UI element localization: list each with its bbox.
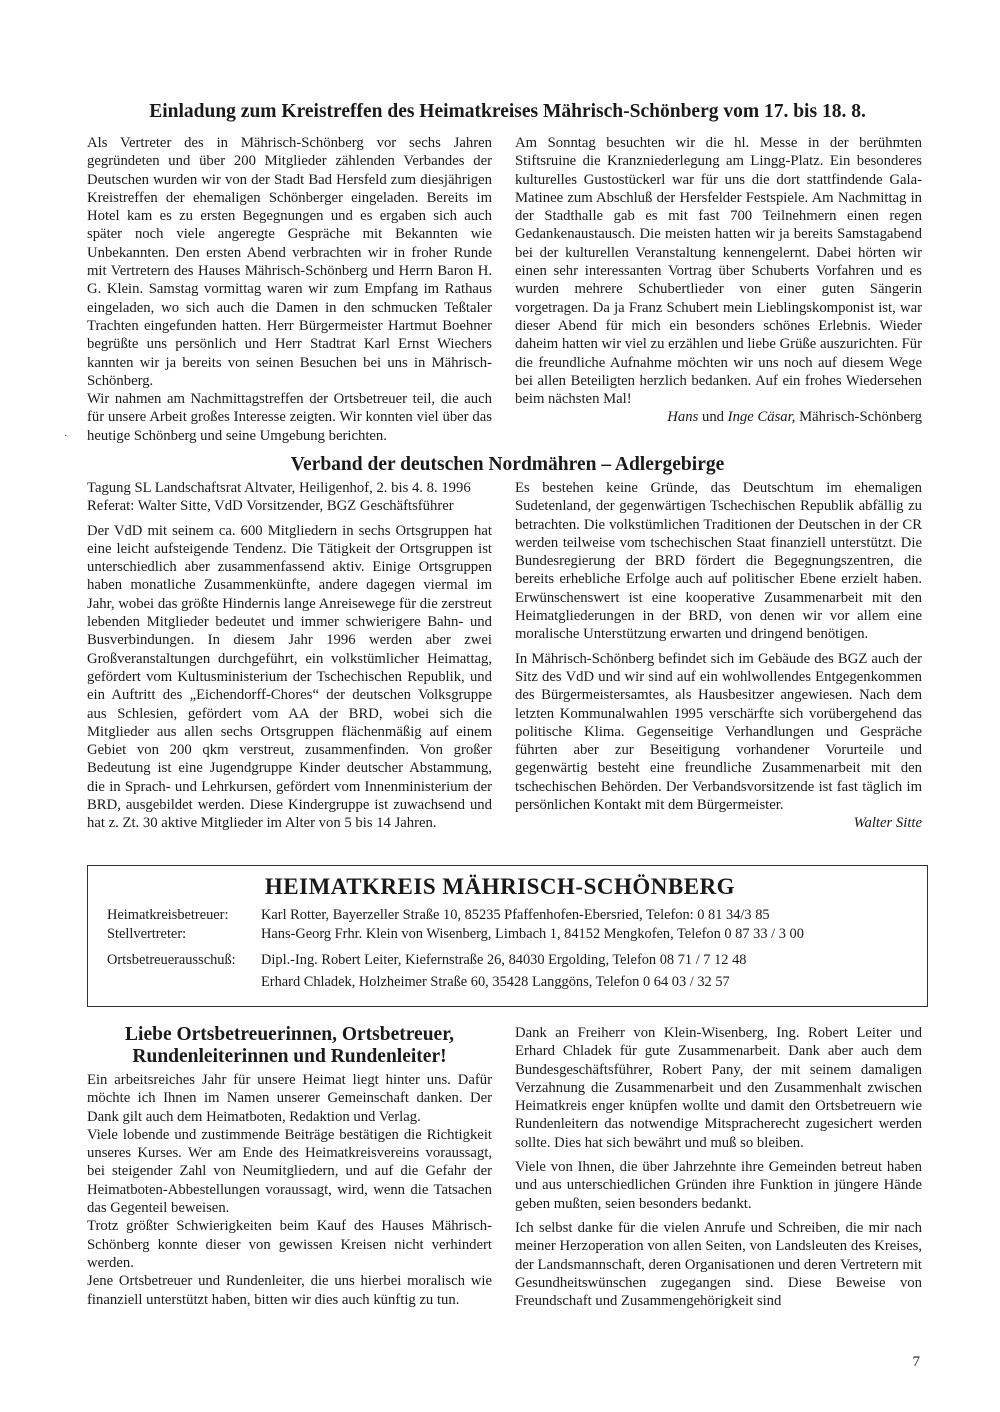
infobox-value: Dipl.-Ing. Robert Leiter, Kiefernstraße 26, 84030 Ergolding, Telefon 08 71 / 7 12 48 [261, 952, 747, 968]
article2-signature [515, 814, 922, 832]
article3-left-paragraph: Jene Ortsbetreuer und Rundenleiter, die uns hierbei moralisch wie finanziell unterstützt haben, bitten wir dies auch künftig zu tun. [87, 1273, 492, 1308]
signature-name1: Hans [667, 409, 699, 426]
article2-signature-name: Walter Sitte [853, 815, 922, 832]
article1-signature [515, 408, 922, 426]
infobox-value: Karl Rotter, Bayerzeller Straße 10, 85235 Pfaffenhofen-Ebersried, Telefon: 0 81 34/3 85 [261, 907, 770, 923]
article2-right-paragraph: In Mährisch-Schönberg befindet sich im Gebäude des BGZ auch der Sitz des VdD und wir sind auf ein wohlwollendes Entgegenkommen des Bürgermeistersamtes, als Hausbesitzer angewiesen. Nach dem letzten Kommunalwahlen 1995 verschärfte sich vorübergehend das politische Klima. Gegenseitige Verhandlungen und Gespräche führten aber zur Beseitigung vorhandener Vorurteile und gegenwärtig besteht eine freundliche Zusammenarbeit mit den tschechischen Behörden. Der Verbandsvorsitzende ist fast täglich im persönlichen Kontakt mit dem Bürgermeister. [515, 650, 922, 814]
article2-left-paragraph: Der VdD mit seinem ca. 600 Mitgliedern in sechs Ortsgruppen hat eine leicht aufsteigende Tendenz. Die Tätigkeit der Ortsgruppen ist unterschiedlich aber zusammenfassend aktiv. Einige Ortsgruppen haben monatliche Zusammenkünfte, andere dagegen viermal im Jahr, wobei das größte Hindernis lange Anreisewege für die zerstreut lebenden Mitglieder bedeutet und immer schwierigere Bahn- und Busverbindungen. In diesem Jahr 1996 werden aber zwei Großveranstaltungen durchgeführt, ein volkstümlicher Heimattag, gefördert vom Kultusministerium der Tschechischen Republik, und ein Auftritt des „Eichendorff-Chores“ der deutschen Volksgruppe aus Schlesien, gefördert vom AA der BRD, wobei sich die Mitglieder aus allen sechs Ortsgruppen flächenmäßig auf einem Gebiet von 200 qkm verstreut, zusammenfinden. Von großer Bedeutung ist eine Jugendgruppe Kinder deutscher Abstammung, die in Sprach- und Lehrkursen, gefördert vom Innenministerium der BRD, ausgebildet werden. Diese Kindergruppe ist zuwachsend und hat z. Zt. 30 aktive Mitglieder im Alter von 5 bis 14 Jahren. [87, 522, 492, 832]
signature-conj: und [698, 409, 728, 426]
article1-left-column [87, 134, 492, 445]
article1-title: Einladung zum Kreistreffen des Heimatkreises Mährisch-Schönberg vom 17. bis 18. 8. [149, 101, 866, 122]
infobox-value: Erhard Chladek, Holzheimer Straße 60, 35428 Langgöns, Telefon 0 64 03 / 32 57 [261, 974, 730, 990]
infobox-label: Ortsbetreuerausschuß: [107, 952, 236, 968]
page-number: 7 [912, 1354, 920, 1370]
article3-right-column [515, 1024, 922, 1310]
infobox-label: Stellvertreter: [107, 926, 187, 942]
article1-right-column [515, 134, 922, 427]
article2-right-paragraph: Es bestehen keine Gründe, das Deutschtum im ehemaligen Sudetenland, der gegenwärtigen Tschechischen Republik abfällig zu betrachten. Die volkstümlichen Traditionen der Deutschen in der CR werden teilweise vom tschechischen Staat finanziell unterstützt. Die Bundesregierung der BRD fördert die Begegnungszentren, die bereits erhebliche Erfolge auch auf politischer Ebene erzielt haben. Erwünschenswert ist eine kooperative Zusammenarbeit mit den Heimatgliederungen in der BRD, von denen wir vor allem eine moralische Unterstützung erwarten und dringend benötigen. [515, 480, 922, 643]
infobox-label: Heimatkreisbetreuer: [107, 907, 229, 923]
article3-left-column [87, 1071, 492, 1309]
article2-title: Verband der deutschen Nordmähren – Adlergebirge [290, 454, 725, 475]
article2-meta1: Tagung SL Landschaftsrat Altvater, Heiligenhof, 2. bis 4. 8. 1996 [87, 480, 471, 496]
article2-left-column [87, 479, 492, 833]
signature-place: Mährisch-Schönberg [795, 409, 922, 426]
article2-right-column [515, 479, 922, 833]
article2-meta2: Referat: Walter Sitte, VdD Vorsitzender, BGZ Geschäftsführer [87, 498, 454, 515]
article3-right-paragraph: Viele von Ihnen, die über Jahrzehnte ihre Gemeinden betreut haben und aus unterschiedlichen Gründen ihre Funktion in jüngere Hände geben mußten, seien besonders bedankt. [515, 1159, 922, 1212]
article1-right-paragraph: Am Sonntag besuchten wir die hl. Messe in der berühmten Stiftsruine die Kranzniederlegung am Lingg-Platz. Ein besonderes kulturelles Gustostückerl war für uns die dort stattfindende Gala-Matinee zum Abschluß der Hersfelder Festspiele. Am Nachmittag in der Stadthalle gab es mit fast 700 Teilnehmern einen regen Gedankenaustausch. Die meisten hatten wir ja bereits Samstagabend bei der kulturellen Veranstaltung kennengelernt. Dabei hörten wir einen sehr interessanten Vortrag über Schuberts Vorfahren und es wurden mehrere Schubertlieder von einer guten Sängerin vorgetragen. Da ja Franz Schubert mein Lieblingskomponist ist, war dieser Abend für mich ein besonders schönes Erlebnis. Wieder daheim hatten wir viel zu erzählen und liebe Grüße auszurichten. Für die freundliche Aufnahme möchten wir uns noch auf diesem Wege bei allen Beteiligten herzlich bedanken. Auf ein frohes Wiedersehen beim nächsten Mal! [515, 135, 922, 408]
infobox-value: Hans-Georg Frhr. Klein von Wisenberg, Limbach 1, 84152 Mengkofen, Telefon 0 87 33 / 3 00 [261, 926, 804, 942]
signature-name2: Inge Cäsar, [727, 409, 796, 426]
article3-right-paragraph: Ich selbst danke für die vielen Anrufe und Schreiben, die mir nach meiner Herzoperation von allen Seiten, von Landsleuten des Kreises, der Landsmannschaft, deren Organisationen und deren Vertretern mit Gesundheitswünschen zugegangen sind. Diese Beweise von Freundschaft und Zusammengehörigkeit sind [515, 1219, 922, 1310]
article3-title [87, 1024, 492, 1068]
article3-left-paragraph: Ein arbeitsreiches Jahr für unsere Heimat liegt hinter uns. Dafür möchte ich Ihnen im Namen unserer Gemeinschaft danken. Der Dank gilt auch dem Heimatboten, Redaktion und Verlag. [87, 1072, 492, 1125]
article1-left-paragraph: Als Vertreter des in Mährisch-Schönberg vor sechs Jahren gegründeten und über 200 Mitglieder zählenden Verbandes der Deutschen wurden wir von der Stadt Bad Hersfeld zum diesjährigen Kreistreffen der ehemaligen Schönberger eingeladen. Bereits im Hotel kam es zu ersten Begegnungen und es ergaben sich auch später noch viele angeregte Gespräche mit Bekannten wie Unbekannten. Den ersten Abend verbrachten wir in froher Runde mit Vertretern des Hauses Mährisch-Schönberg und Herrn Baron H. G. Klein. Samstag vormittag waren wir zum Empfang im Rathaus eingeladen, wo sich auch die Damen in den schmucken Teßtaler Trachten eingefunden hatten. Herr Bürgermeister Hartmut Boehner begrüßte uns persönlich und Herr Stadtrat Karl Ernst Wiechers kannten wir ja bereits von seinen Besuchen bei uns in Mährisch-Schönberg. [87, 135, 492, 389]
margin-dot: · [64, 431, 68, 442]
article3-title-line2: Rundenleiterinnen und Rundenleiter! [132, 1046, 447, 1067]
article3-title-line1: Liebe Ortsbetreuerinnen, Ortsbetreuer, [125, 1024, 454, 1045]
article3-left-paragraph: Trotz größter Schwierigkeiten beim Kauf des Hauses Mährisch-Schönberg konnte dieser von gewissen Kreisen nicht verhindert werden. [87, 1218, 492, 1271]
article3-left-paragraph: Viele lobende und zustimmende Beiträge bestätigen die Richtigkeit unseres Kurses. Wer am Ende des Heimatkreisvereins voraussagt, bei steigender Zahl von Neumitgliedern, und auf die Gefahr der Heimatboten-Abbestellungen voraussagt, wird, wenn die Tatsachen das Gegenteil beweisen. [87, 1126, 492, 1217]
article3-right-paragraph: Dank an Freiherr von Klein-Wisenberg, Ing. Robert Leiter und Erhard Chladek für gute Zusammenarbeit. Dank aber auch dem Bundesgeschäftsführer, Robert Pany, der mit seinem damaligen Verzahnung die Zusammenarbeit und den Zusammenhalt zwischen Heimatkreis enger knüpfen wollte und damit den Ortsbetreuern wie Rundenleitern das notwendige Mitspracherecht zugesichert werden sollte. Dies hat sich bewährt und muß so bleiben. [515, 1025, 922, 1151]
infobox-title: HEIMATKREIS MÄHRISCH-SCHÖNBERG [264, 874, 736, 899]
article1-left-paragraph: Wir nahmen am Nachmittagstreffen der Ortsbetreuer teil, die auch für unsere Arbeit großes Interesse zeigten. Wir konnten viel über das heutige Schönberg und seine Umgebung berichten. [87, 391, 492, 444]
